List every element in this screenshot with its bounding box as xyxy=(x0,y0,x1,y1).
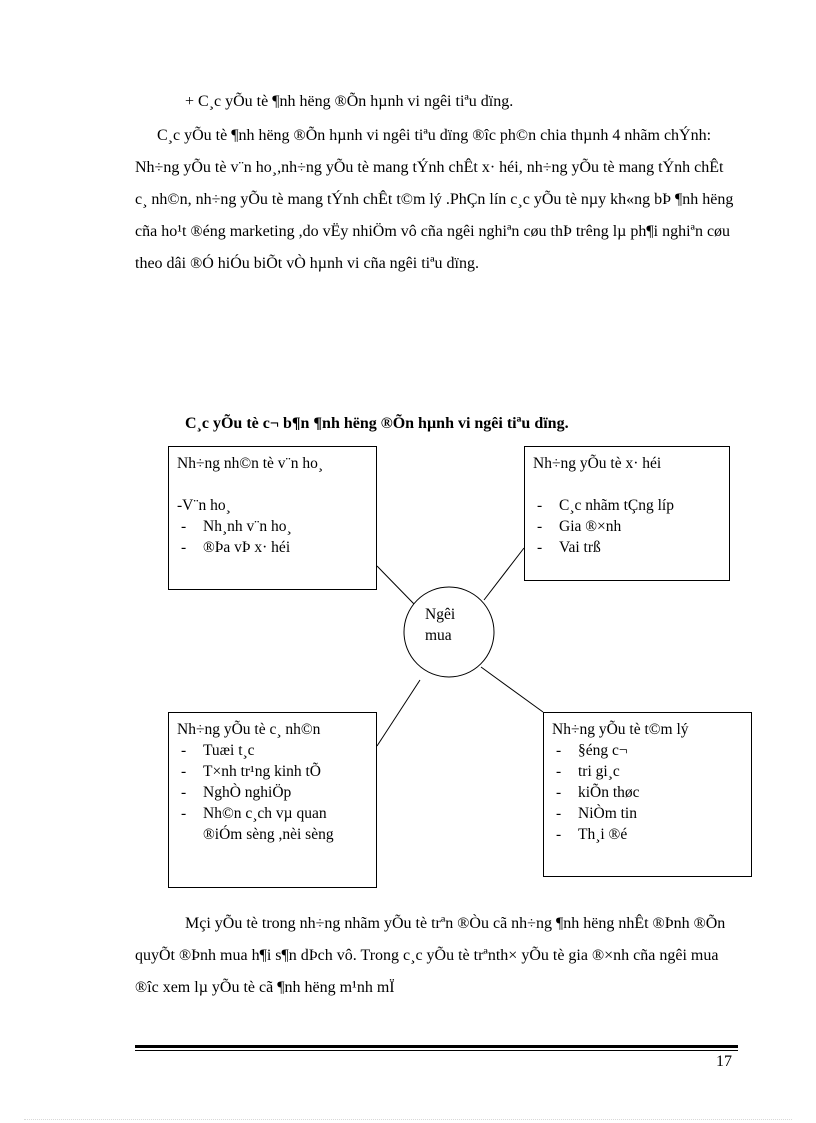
personal-factors-title: Nh÷ng yÕu tè c¸ nh©n xyxy=(177,721,321,738)
psychological-factors-title: Nh÷ng yÕu tè t©m lý xyxy=(552,721,689,738)
personal-factors-box xyxy=(168,712,377,888)
culture-factors-title: Nh÷ng nh©n tè v¨n ho¸ xyxy=(177,455,323,472)
list-item: - §éng c¬ xyxy=(552,740,743,761)
list-item: - Gia ®×nh xyxy=(533,516,721,537)
page-number: 17 xyxy=(716,1053,732,1070)
diagram-title: C¸c yÕu tè c¬ b¶n ¶nh hëng ®Õn hµnh vi ngêi tiªu dïng. xyxy=(185,415,569,432)
list-item: - NiÒm tin xyxy=(552,803,743,824)
culture-factors-box xyxy=(168,446,377,590)
footer-rule-thin xyxy=(135,1050,738,1051)
list-item: - Vai trß xyxy=(533,537,721,558)
connector-top-right xyxy=(484,548,524,600)
list-item: - T×nh tr¹ng kinh tÕ xyxy=(177,761,368,782)
connector-top-left xyxy=(377,566,415,605)
list-item: - tri gi¸c xyxy=(552,761,743,782)
list-item: - ®Þa vÞ x· héi xyxy=(177,537,368,558)
social-factors-box xyxy=(524,446,730,581)
buyer-label-line2: mua xyxy=(425,627,452,644)
page-bottom-dotted-line xyxy=(24,1119,792,1120)
intro-line: + C¸c yÕu tè ¶nh hëng ®Õn hµnh vi ngêi tiªu dïng. xyxy=(185,93,514,110)
list-item: - Nh¸nh v¨n ho¸ xyxy=(177,516,368,537)
list-item: - Tuæi t¸c xyxy=(177,740,368,761)
list-item: - Th¸i ®é xyxy=(552,824,743,845)
list-item: - Nh©n c¸ch vµ quan ®iÓm sèng ,nèi sèng xyxy=(177,803,368,845)
buyer-label-line1: Ngêi xyxy=(425,606,456,623)
psychological-factors-box xyxy=(543,712,752,877)
paragraph-2: Mçi yÕu tè trong nh÷ng nhãm yÕu tè trªn ®Òu cã nh÷ng ¶nh hëng nhÊt ®Þnh ®Õn quyÕt ®Þnh mua h¶i s¶n dÞch vô. Trong c¸c yÕu tè trªnth× yÕu tè gia ®×nh cña ngêi mua ®îc xem lµ yÕu tè cã ¶nh hëng m¹nh mÏ xyxy=(135,915,726,996)
culture-subtitle: -V¨n ho¸ xyxy=(177,497,231,514)
list-item: - NghÒ nghiÖp xyxy=(177,782,368,803)
social-factors-title: Nh÷ng yÕu tè x· héi xyxy=(533,455,662,472)
buyer-label xyxy=(425,604,465,646)
footer-rule-thick xyxy=(135,1045,738,1048)
list-item: - C¸c nhãm tÇng líp xyxy=(533,495,721,516)
list-item: - kiÕn thøc xyxy=(552,782,743,803)
paragraph-1: C¸c yÕu tè ¶nh hëng ®Õn hµnh vi ngêi tiªu dïng ®îc ph©n chia thµnh 4 nhãm chÝnh: Nh÷ng yÕu tè v¨n ho¸,nh÷ng yÕu tè mang tÝnh chÊt x· héi, nh÷ng yÕu tè mang tÝnh chÊt c¸ nh©n, nh÷ng yÕu tè mang tÝnh chÊt t©m lý .PhÇn lín c¸c yÕu tè nµy kh«ng bÞ ¶nh hëng cña ho¹t ®éng marketing ,do vËy nhiÖm vô cña ngêi nghiªn cøu thÞ trêng lµ ph¶i nghiªn cøu theo dâi ®Ó hiÓu biÕt vÒ hµnh vi cña ngêi tiªu dïng. xyxy=(135,127,734,272)
connector-bottom-left xyxy=(377,680,420,746)
connector-bottom-right xyxy=(481,667,543,712)
